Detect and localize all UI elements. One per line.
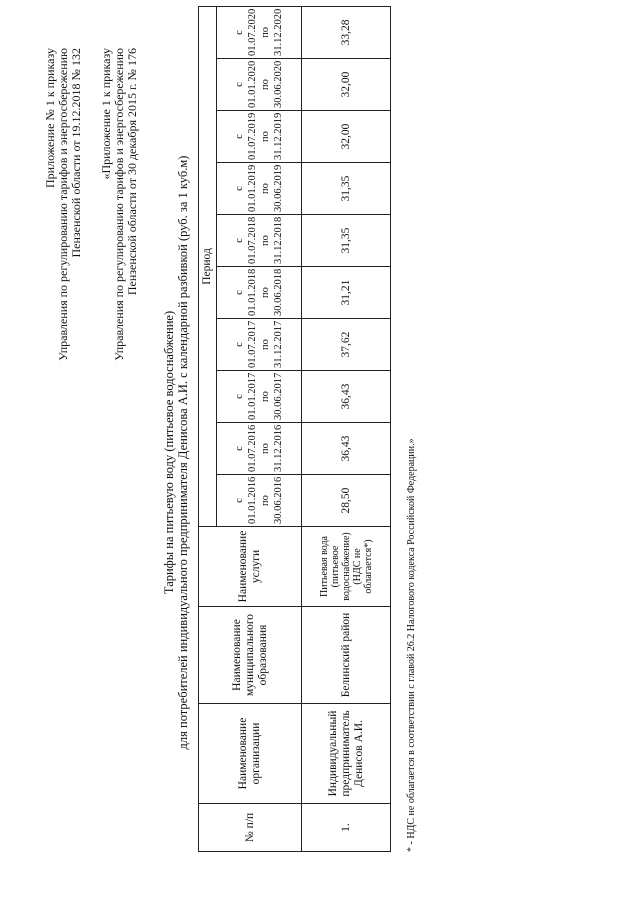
period-to: 30.06.2018 — [273, 268, 284, 316]
footnote: * - НДС не облагается в соответствии с главой 26.2 Налогового кодекса Российской Федерации.» — [406, 438, 417, 852]
header1-line2: Управления по регулированию тарифов и энергосбережению — [56, 48, 70, 361]
period-from: с 01.07.2017 по — [234, 320, 271, 368]
period-header — [217, 267, 302, 319]
header2-line2: Управления по регулированию тарифов и энергосбережению — [112, 48, 126, 361]
row-organization: Индивидуальный предприниматель Денисов А.И. — [302, 704, 391, 804]
header-organization: Наименование организации — [199, 704, 302, 804]
period-header — [217, 215, 302, 267]
period-to: 30.06.2020 — [273, 60, 284, 108]
period-from: с 01.07.2018 по — [234, 216, 271, 264]
header-period: Период — [199, 6, 217, 526]
header-number: № п/п — [199, 804, 302, 852]
tariff-value: 36,43 — [302, 423, 391, 475]
period-to: 30.06.2016 — [273, 476, 284, 524]
header1-line3: Пензенской области от 19.12.2018 № 132 — [69, 48, 83, 258]
period-header — [217, 371, 302, 423]
row-municipality: Белинский район — [302, 607, 391, 704]
tariff-table — [198, 6, 391, 852]
period-from: с 01.01.2020 по — [234, 60, 271, 108]
original-appendix-header — [100, 48, 139, 361]
period-to: 31.12.2016 — [273, 424, 284, 472]
tariff-value: 31,21 — [302, 267, 391, 319]
period-from: с 01.01.2017 по — [234, 372, 271, 420]
tariff-value: 33,28 — [302, 6, 391, 58]
order-appendix-header — [44, 48, 83, 361]
period-header — [217, 59, 302, 111]
period-to: 31.12.2018 — [273, 216, 284, 264]
period-to: 30.06.2017 — [273, 372, 284, 420]
tariff-value: 28,50 — [302, 475, 391, 527]
tariff-value: 32,00 — [302, 111, 391, 163]
tariff-value: 32,00 — [302, 59, 391, 111]
period-header — [217, 163, 302, 215]
period-from: с 01.07.2020 по — [234, 8, 271, 56]
row-number: 1. — [302, 804, 391, 852]
tariff-value: 31,35 — [302, 215, 391, 267]
header2-line1: «Приложение 1 к приказу — [99, 48, 113, 180]
row-service: Питьевая вода (питьевое водоснабжение) (НДС не облагается*) — [302, 527, 391, 607]
table-row — [302, 6, 391, 851]
header-municipality: Наименование муниципального образования — [199, 607, 302, 704]
period-from: с 01.01.2016 по — [234, 476, 271, 524]
period-to: 31.12.2020 — [273, 8, 284, 56]
period-from: с 01.01.2019 по — [234, 164, 271, 212]
document-title — [162, 0, 190, 905]
period-header — [217, 423, 302, 475]
period-from: с 01.07.2016 по — [234, 424, 271, 472]
period-to: 30.06.2019 — [273, 164, 284, 212]
header1-line1: Приложение № 1 к приказу — [43, 48, 57, 188]
header2-line3: Пензенской области от 30 декабря 2015 г. № 176 — [125, 48, 139, 296]
period-header — [217, 111, 302, 163]
tariff-value: 36,43 — [302, 371, 391, 423]
tariff-value: 31,35 — [302, 163, 391, 215]
period-header — [217, 475, 302, 527]
tariff-value: 37,62 — [302, 319, 391, 371]
title-line1: Тарифы на питьевую воду (питьевое водоснабжение) — [162, 310, 176, 595]
header-service: Наименование услуги — [199, 527, 302, 607]
period-header — [217, 6, 302, 58]
period-to: 31.12.2019 — [273, 112, 284, 160]
title-line2: для потребителей индивидуального предпринимателя Денисова А.И. с календарной разбивкой (руб. за 1 куб.м) — [176, 155, 190, 750]
period-to: 31.12.2017 — [273, 320, 284, 368]
period-header — [217, 319, 302, 371]
period-from: с 01.01.2018 по — [234, 268, 271, 316]
period-from: с 01.07.2019 по — [234, 112, 271, 160]
